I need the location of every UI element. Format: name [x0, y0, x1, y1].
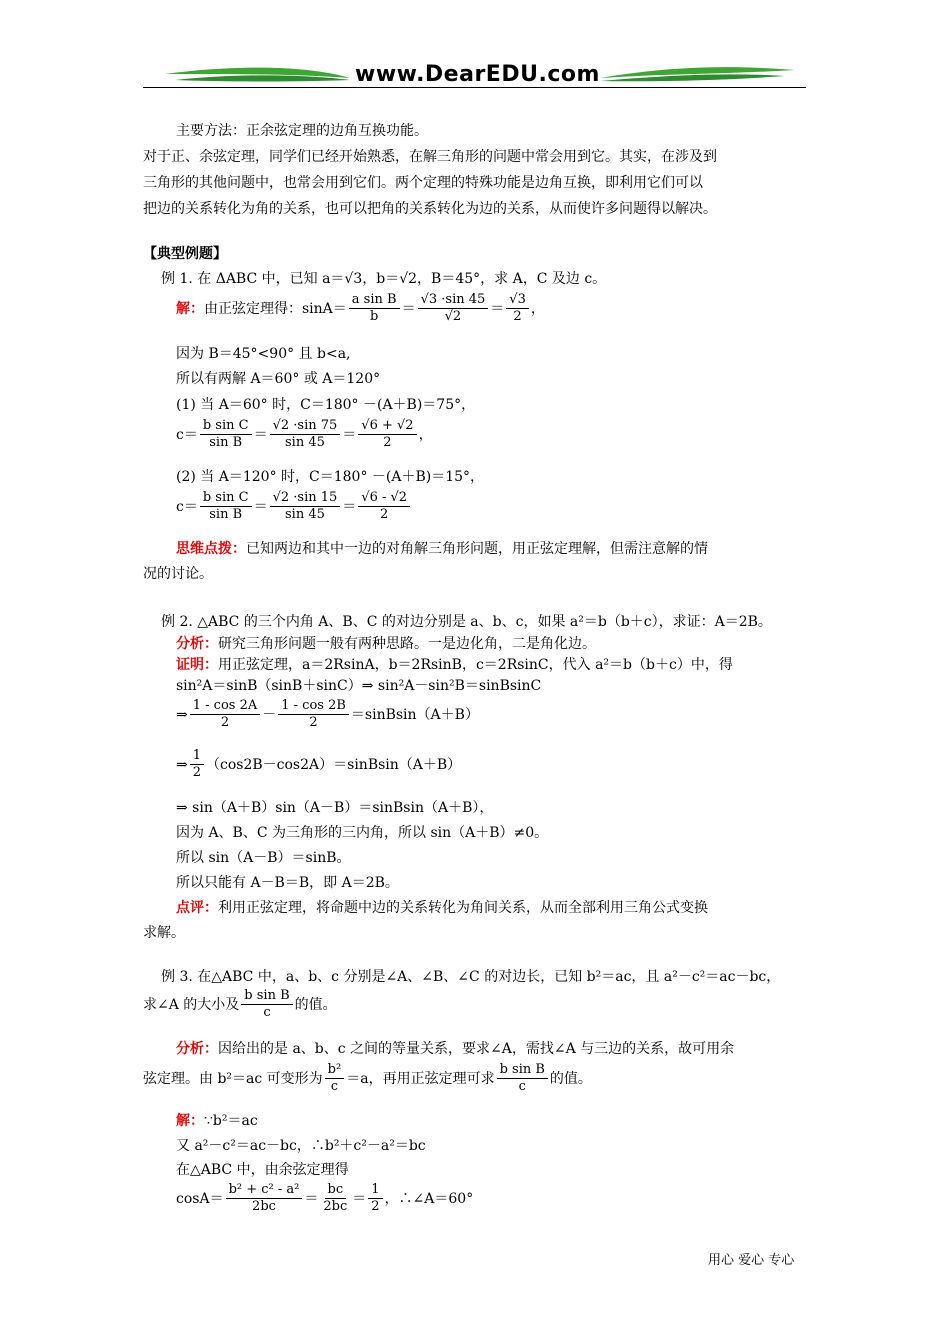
ex2-l2-arrow: ⇒: [176, 706, 188, 723]
ex2-l3-frac: $\frac{1}{2}$: [190, 748, 204, 781]
section-title: 【典型例题】: [143, 246, 227, 262]
ex1-sol-text: 由正弦定理得：sinA＝: [204, 300, 347, 317]
ex2-proof-label: 证明：: [176, 657, 218, 673]
ex3-s4-tail: ，∴∠A＝60°: [384, 1190, 474, 1207]
ex2-l2-minus: －: [262, 706, 277, 723]
ex1-c2-frac-3: $\frac{√6 - √2}{2}$: [358, 490, 410, 523]
ex2-l2-frac-2: $\frac{1 - \cos 2B}{2}$: [278, 698, 349, 731]
footer-text: 用心 爱心 专心: [708, 1253, 795, 1268]
ex2-l2-tail: ＝sinBsin（A＋B）: [350, 706, 479, 723]
ex3-s4-frac-1: $\frac{\text{b² + c² - a²}}{2bc}$: [226, 1182, 303, 1215]
ex1-tip-text: 已知两边和其中一边的对角解三角形问题，用正弦定理解，但需注意解的情: [246, 541, 708, 557]
ex2-line-1: sin²A＝sinB（sinB＋sinC）⇒ sin²A－sin²B＝sinBsinC: [176, 678, 542, 694]
ex1-problem: 例 1. 在 ΔABC 中，已知 a＝√3，b＝√2，B＝45°，求 A，C 及边 c。: [161, 271, 607, 287]
ex2-proof: [176, 656, 733, 674]
ex3-ana-text: 因给出的是 a、b、c 之间的等量关系，要求∠A，需找∠A 与三边的关系，故可用余: [218, 1041, 735, 1057]
intro-line-4: 把边的关系转化为角的关系，也可以把角的关系转化为边的关系，从而使许多问题得以解决。: [143, 201, 717, 217]
ex3-s4-eq-2: ＝: [352, 1190, 367, 1207]
ex2-review-1: [176, 899, 708, 917]
ex3-s4-frac-2: $\frac{bc}{2bc}$: [323, 1182, 348, 1214]
ex3-sol-text: ∵b²＝ac: [204, 1113, 258, 1129]
ex3-a2-mid: ＝a，再用正弦定理可求: [346, 1070, 495, 1087]
ex2-line-3: [176, 748, 461, 781]
ex2-l2-frac-1: $\frac{1 - \cos 2A}{2}$: [190, 698, 261, 731]
ex3-analysis-1: [176, 1040, 734, 1058]
ex2-proof-text: 用正弦定理，a＝2RsinA，b＝2RsinB，c＝2RsinC，代入 a²＝b（b＋c）中，得: [218, 657, 733, 673]
ex3-s4-eq-1: ＝: [304, 1190, 319, 1207]
ex2-line-6: 所以 sin（A－B）＝sinB。: [176, 850, 351, 866]
ex2-ana-label: 分析：: [176, 636, 218, 652]
ex1-tip-label: 思维点拨：: [176, 541, 246, 557]
ex2-ana-text: 研究三角形问题一般有两种思路。一是边化角，二是角化边。: [218, 636, 596, 652]
ex1-line-b: 因为 B＝45°<90° 且 b<a,: [176, 346, 351, 362]
ex3-p2-post: 的值。: [294, 996, 337, 1013]
ex2-line-5: 因为 A、B、C 为三角形的三内角，所以 sin（A＋B）≠0。: [176, 825, 549, 841]
ex2-rev-text: 利用正弦定理，将命题中边的关系转化为角间关系，从而全部利用三角公式变换: [218, 900, 708, 916]
ex3-p2-pre: 求∠A 的大小及: [143, 996, 240, 1013]
ex1-c1-frac-2: $\frac{√2 \cdot\sin 75}{\sin 45}$: [270, 418, 341, 451]
ex3-ana-label: 分析：: [176, 1041, 218, 1057]
ex1-line-c: 所以有两解 A＝60° 或 A＝120°: [176, 371, 381, 387]
intro-line-3: 三角形的其他问题中，也常会用到它们。两个定理的特殊功能是边角互换，即利用它们可以: [143, 175, 703, 191]
ex1-line-e: (2) 当 A＝120° 时，C＝180° －(A＋B)＝15°，: [176, 469, 485, 485]
ex3-solution-1: [176, 1112, 258, 1130]
ex3-problem-2: [143, 988, 337, 1021]
ex3-s4-prefix: cosA＝: [176, 1190, 224, 1207]
ex1-frac-2: $\frac{√3 \cdot\sin 45}{√2}$: [418, 292, 489, 325]
ex1-tip-line-2: 况的讨论。: [143, 566, 213, 582]
ex1-c1-prefix: c＝: [176, 426, 198, 443]
ex1-tip-line-1: [176, 540, 708, 558]
ex1-sol-label: 解：: [176, 300, 204, 317]
ex1-c2-line: c＝ $\frac{\text{b sin C}}{\text{sin B}}$ ＝ $\frac{√2 \cdot\sin 15}{\sin 45}$ ＝ $\frac{√6 - √2}{2}$: [176, 490, 412, 523]
ex2-line-2: [176, 698, 479, 731]
ex1-line-d: (1) 当 A＝60° 时，C＝180° －(A＋B)＝75°，: [176, 397, 476, 413]
ex2-l3-arrow: ⇒: [176, 756, 188, 773]
ex3-analysis-2: [143, 1062, 592, 1095]
site-logo[interactable]: www.DearEDU.com: [355, 62, 600, 87]
header-rule: [143, 87, 806, 88]
ex1-frac-3: $\frac{√3}{2}$: [506, 292, 529, 325]
ex3-a2-post: 的值。: [549, 1070, 592, 1087]
ex2-problem: 例 2. △ABC 的三个内角 A、B、C 的对边分别是 a、b、c，如果 a²＝b（b＋c），求证：A＝2B。: [161, 614, 772, 630]
ex2-rev-label: 点评：: [176, 900, 218, 916]
intro-line-1: 主要方法：正余弦定理的边角互换功能。: [176, 123, 428, 139]
ex3-a-frac-1: $\frac{\text{b²}}{c}$: [325, 1062, 345, 1095]
ex1-c1-line: c＝ $\frac{\text{b sin C}}{\text{sin B}}$ ＝ $\frac{√2 \cdot\sin 75}{\sin 45}$ ＝ $\frac{√6 + √2}{2}$ ，: [176, 418, 433, 450]
intro-line-2: 对于正、余弦定理，同学们已经开始熟悉，在解三角形的问题中常会用到它。其实，在涉及到: [143, 149, 717, 165]
ex3-p-frac: $\frac{\text{b sin B}}{c}$: [241, 988, 292, 1021]
ex3-a-frac-2: $\frac{\text{b sin B}}{c}$: [497, 1062, 548, 1095]
ex3-solution-4: [176, 1182, 473, 1215]
ex3-a2-pre: 弦定理。由 b²＝ac 可变形为: [143, 1070, 323, 1087]
ex2-line-7: 所以只能有 A－B＝B，即 A＝2B。: [176, 875, 399, 891]
ex1-c1-frac-1: $\frac{\text{b sin C}}{\text{sin B}}$: [200, 418, 252, 451]
ex2-analysis: [176, 635, 596, 653]
ex1-c2-prefix: c＝: [176, 498, 198, 515]
ex3-solution-3: 在△ABC 中，由余弦定理得: [176, 1162, 349, 1178]
ex3-sol-label: 解：: [176, 1113, 204, 1129]
ex1-c2-frac-1: $\frac{\text{b sin C}}{\text{sin B}}$: [200, 490, 252, 523]
ex1-solution-line: 解： 由正弦定理得：sinA＝ $\frac{\text{a sin B}}{b}$ ＝ $\frac{√3 \cdot\sin 45}{√2}$ ＝ $\frac{√3}{2}$ ，: [176, 292, 545, 324]
ex1-c1-frac-3: $\frac{√6 + √2}{2}$: [358, 418, 416, 451]
ex2-review-2: 求解。: [143, 925, 185, 941]
ex3-problem-1: 例 3. 在△ABC 中，a、b、c 分别是∠A、∠B、∠C 的对边长，已知 b²＝ac，且 a²－c²＝ac－bc，: [161, 969, 781, 985]
ex3-solution-2: 又 a²－c²＝ac－bc，∴b²＋c²－a²＝bc: [176, 1138, 426, 1154]
ex1-c2-frac-2: $\frac{√2 \cdot\sin 15}{\sin 45}$: [270, 490, 341, 523]
ex2-l3-tail: （cos2B－cos2A）＝sinBsin（A＋B）: [206, 756, 462, 773]
ex1-frac-1: $\frac{\text{a sin B}}{b}$: [349, 292, 400, 325]
ex3-s4-frac-3: $\frac{1}{2}$: [368, 1182, 382, 1215]
ex2-line-4: ⇒ sin（A＋B）sin（A－B）＝sinBsin（A＋B），: [176, 800, 494, 816]
